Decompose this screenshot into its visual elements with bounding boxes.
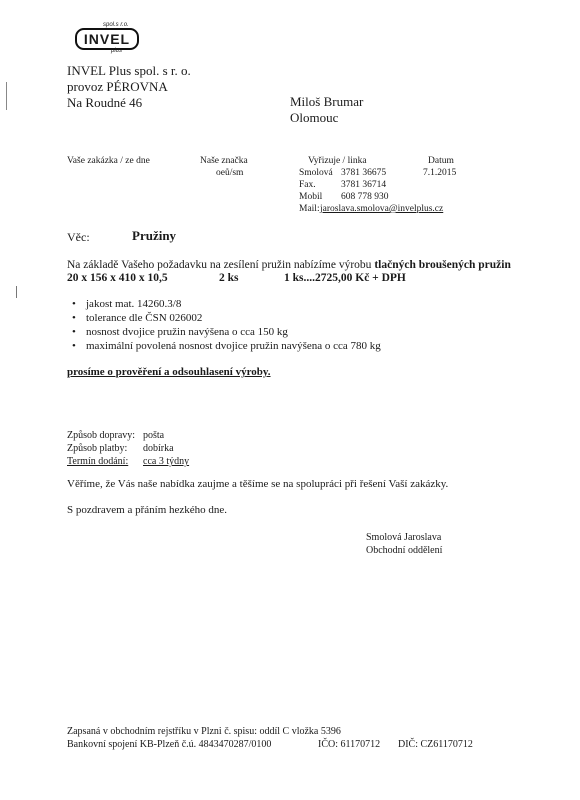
contact-smolova-phone: 3781 36675 xyxy=(341,168,387,178)
contact-mobile-label: Mobil xyxy=(299,192,323,202)
footer-dic: DIČ: CZ61170712 xyxy=(398,739,473,750)
recipient-city: Olomouc xyxy=(290,110,339,125)
payment-value: dobírka xyxy=(143,443,174,454)
sender-name: INVEL Plus spol. s r. o. xyxy=(67,63,191,78)
contact-mail-label: Mail: xyxy=(299,204,320,214)
contact-mobile-value: 608 778 930 xyxy=(341,192,389,202)
footer-ico: IČO: 61170712 xyxy=(318,739,381,750)
offer-quantity: 2 ks xyxy=(219,272,239,284)
shipping-label: Způsob dopravy: xyxy=(67,430,136,441)
contact-smolova-label: Smolová xyxy=(299,168,333,178)
delivery-term-value: cca 3 týdny xyxy=(143,456,190,467)
scan-mark xyxy=(16,286,17,298)
footer-registry: Zapsaná v obchodním rejstříku v Plzni č. spisu: oddíl C vložka 5396 xyxy=(67,726,341,737)
offer-intro-text: Na základě Vašeho požadavku na zesílení pružin nabízíme výrobu xyxy=(67,259,375,271)
offer-price: 1 ks....2725,00 Kč + DPH xyxy=(284,272,406,284)
logo-top-text: spol.s r.o. xyxy=(103,22,129,28)
payment-label: Způsob platby: xyxy=(67,443,128,454)
contact-fax-label: Fax. xyxy=(299,180,316,190)
list-item: • maximální povolená nosnost dvojice pružin navýšena o cca 780 kg xyxy=(72,339,381,353)
closing-sentence: Věříme, že Vás naše nabídka zaujme a těšíme se na spolupráci při řešení Vaší zakázky. xyxy=(67,478,449,490)
subject-value: Pružiny xyxy=(132,228,177,243)
offer-spec: 20 x 156 x 410 x 10,5 xyxy=(67,272,168,284)
list-item: • jakost mat. 14260.3/8 xyxy=(72,297,381,311)
signature-department: Obchodní oddělení xyxy=(366,545,443,556)
delivery-term-label: Termín dodání: xyxy=(67,456,129,467)
offer-intro xyxy=(67,258,511,272)
date-value: 7.1.2015 xyxy=(423,168,457,178)
handled-by-label: Vyřizuje / linka xyxy=(308,156,367,166)
sender-street: Na Roudné 46 xyxy=(67,95,143,110)
approval-request: prosíme o prověření a odsouhlasení výroby. xyxy=(67,366,271,378)
date-label: Datum xyxy=(428,156,454,166)
scan-mark xyxy=(6,82,7,110)
contact-fax-value: 3781 36714 xyxy=(341,180,387,190)
our-ref-value: oeů/sm xyxy=(216,168,244,178)
specification-list xyxy=(72,297,381,353)
sender-department: provoz PÉROVNA xyxy=(67,79,168,94)
recipient-name: Miloš Brumar xyxy=(290,94,364,109)
contact-mail-link[interactable]: jaroslava.smolova@invelplus.cz xyxy=(320,204,444,214)
list-item: • tolerance dle ČSN 026002 xyxy=(72,311,381,325)
logo-name: INVEL xyxy=(75,28,139,50)
company-logo xyxy=(75,22,139,54)
shipping-value: pošta xyxy=(143,430,165,441)
list-item: • nosnost dvojice pružin navýšena o cca 150 kg xyxy=(72,325,381,339)
signature-name: Smolová Jaroslava xyxy=(366,532,442,543)
your-order-label: Vaše zakázka / ze dne xyxy=(67,156,150,166)
logo-bottom-text: plus xyxy=(111,48,123,54)
offer-intro-bold: tlačných broušených pružin xyxy=(374,259,511,271)
subject-label: Věc: xyxy=(67,230,90,244)
our-ref-label: Naše značka xyxy=(200,156,248,166)
closing-greeting: S pozdravem a přáním hezkého dne. xyxy=(67,504,228,516)
footer-bank: Bankovní spojení KB-Plzeň č.ú. 4843470287/0100 xyxy=(67,739,272,750)
